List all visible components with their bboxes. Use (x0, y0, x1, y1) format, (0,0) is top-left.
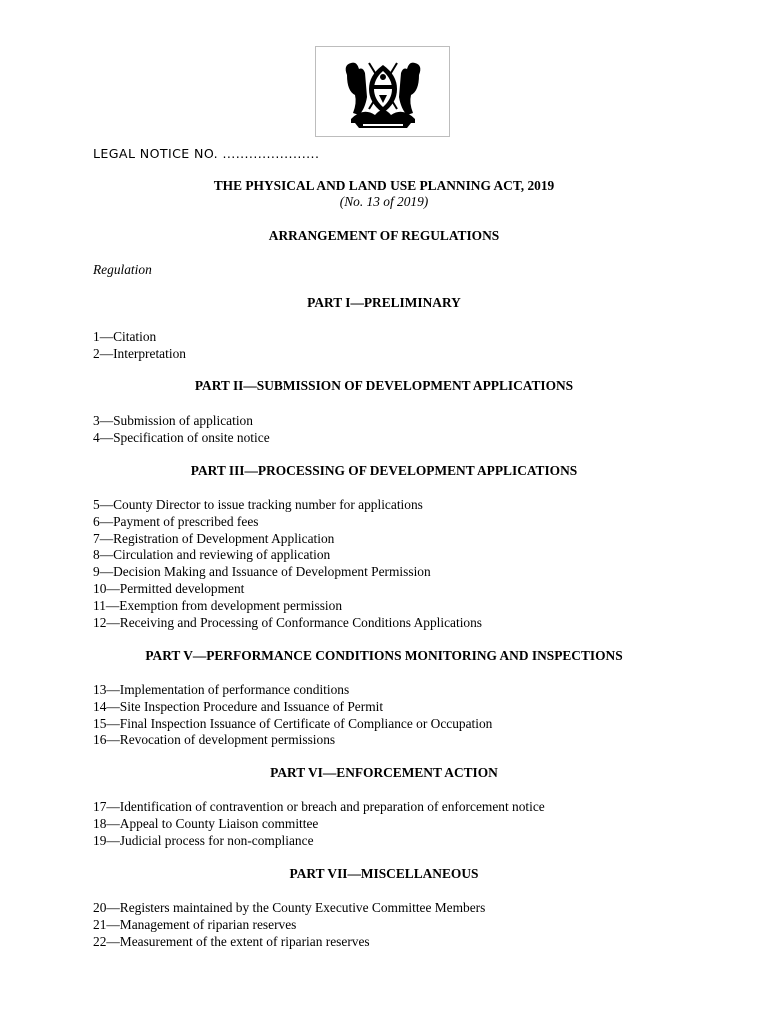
part-heading: PART I—PRELIMINARY (307, 295, 461, 310)
act-title: THE PHYSICAL AND LAND USE PLANNING ACT, 2019 (213, 178, 555, 193)
regulation-list (93, 497, 482, 631)
act-number: (No. 13 of 2019) (339, 194, 429, 209)
regulation-item: 1—Citation (93, 329, 157, 344)
regulation-list (93, 329, 186, 363)
regulation-item: 10—Permitted development (93, 580, 245, 596)
regulation-label: Regulation (93, 262, 152, 277)
regulation-item: 21—Management of riparian reserves (93, 916, 297, 932)
coat-of-arms-frame (315, 46, 450, 137)
regulation-item: 11—Exemption from development permission (93, 597, 343, 613)
coat-of-arms-emblem (341, 57, 425, 129)
regulation-list (93, 682, 492, 749)
regulation-list (93, 900, 485, 950)
regulation-item: 6—Payment of prescribed fees (93, 513, 259, 529)
legal-notice-number: LEGAL NOTICE NO. ...................... (93, 146, 320, 161)
regulation-item: 9—Decision Making and Issuance of Development Permission (93, 564, 431, 580)
regulation-list (93, 799, 545, 849)
regulation-list (93, 413, 270, 447)
part-heading: PART V—PERFORMANCE CONDITIONS MONITORING AND INSPECTIONS (145, 648, 623, 663)
regulation-item: 3—Submission of application (93, 413, 253, 428)
arrangement-title: ARRANGEMENT OF REGULATIONS (268, 228, 500, 243)
regulation-item: 2—Interpretation (93, 345, 186, 361)
part-heading: PART VI—ENFORCEMENT ACTION (270, 765, 498, 780)
regulation-item: 8—Circulation and reviewing of application (93, 547, 331, 563)
regulation-item: 17—Identification of contravention or breach and preparation of enforcement notice (93, 799, 545, 814)
regulation-item: 22—Measurement of the extent of riparian reserves (93, 933, 370, 949)
part-heading: PART VII—MISCELLANEOUS (289, 866, 479, 881)
part-heading: PART III—PROCESSING OF DEVELOPMENT APPLICATIONS (190, 463, 578, 478)
regulation-item: 20—Registers maintained by the County Executive Committee Members (93, 900, 486, 915)
part-heading: PART II—SUBMISSION OF DEVELOPMENT APPLICATIONS (194, 378, 574, 393)
regulation-item: 7—Registration of Development Application (93, 530, 335, 546)
regulation-item: 14—Site Inspection Procedure and Issuance of Permit (93, 698, 384, 714)
regulation-item: 13—Implementation of performance conditions (93, 682, 350, 697)
regulation-item: 4—Specification of onsite notice (93, 429, 270, 445)
regulation-item: 5—County Director to issue tracking number for applications (93, 497, 423, 512)
regulation-item: 19—Judicial process for non-compliance (93, 832, 314, 848)
regulation-item: 15—Final Inspection Issuance of Certificate of Compliance or Occupation (93, 715, 493, 731)
regulation-item: 18—Appeal to County Liaison committee (93, 815, 319, 831)
regulation-item: 12—Receiving and Processing of Conformance Conditions Applications (93, 614, 483, 630)
regulation-item: 16—Revocation of development permissions (93, 732, 336, 748)
